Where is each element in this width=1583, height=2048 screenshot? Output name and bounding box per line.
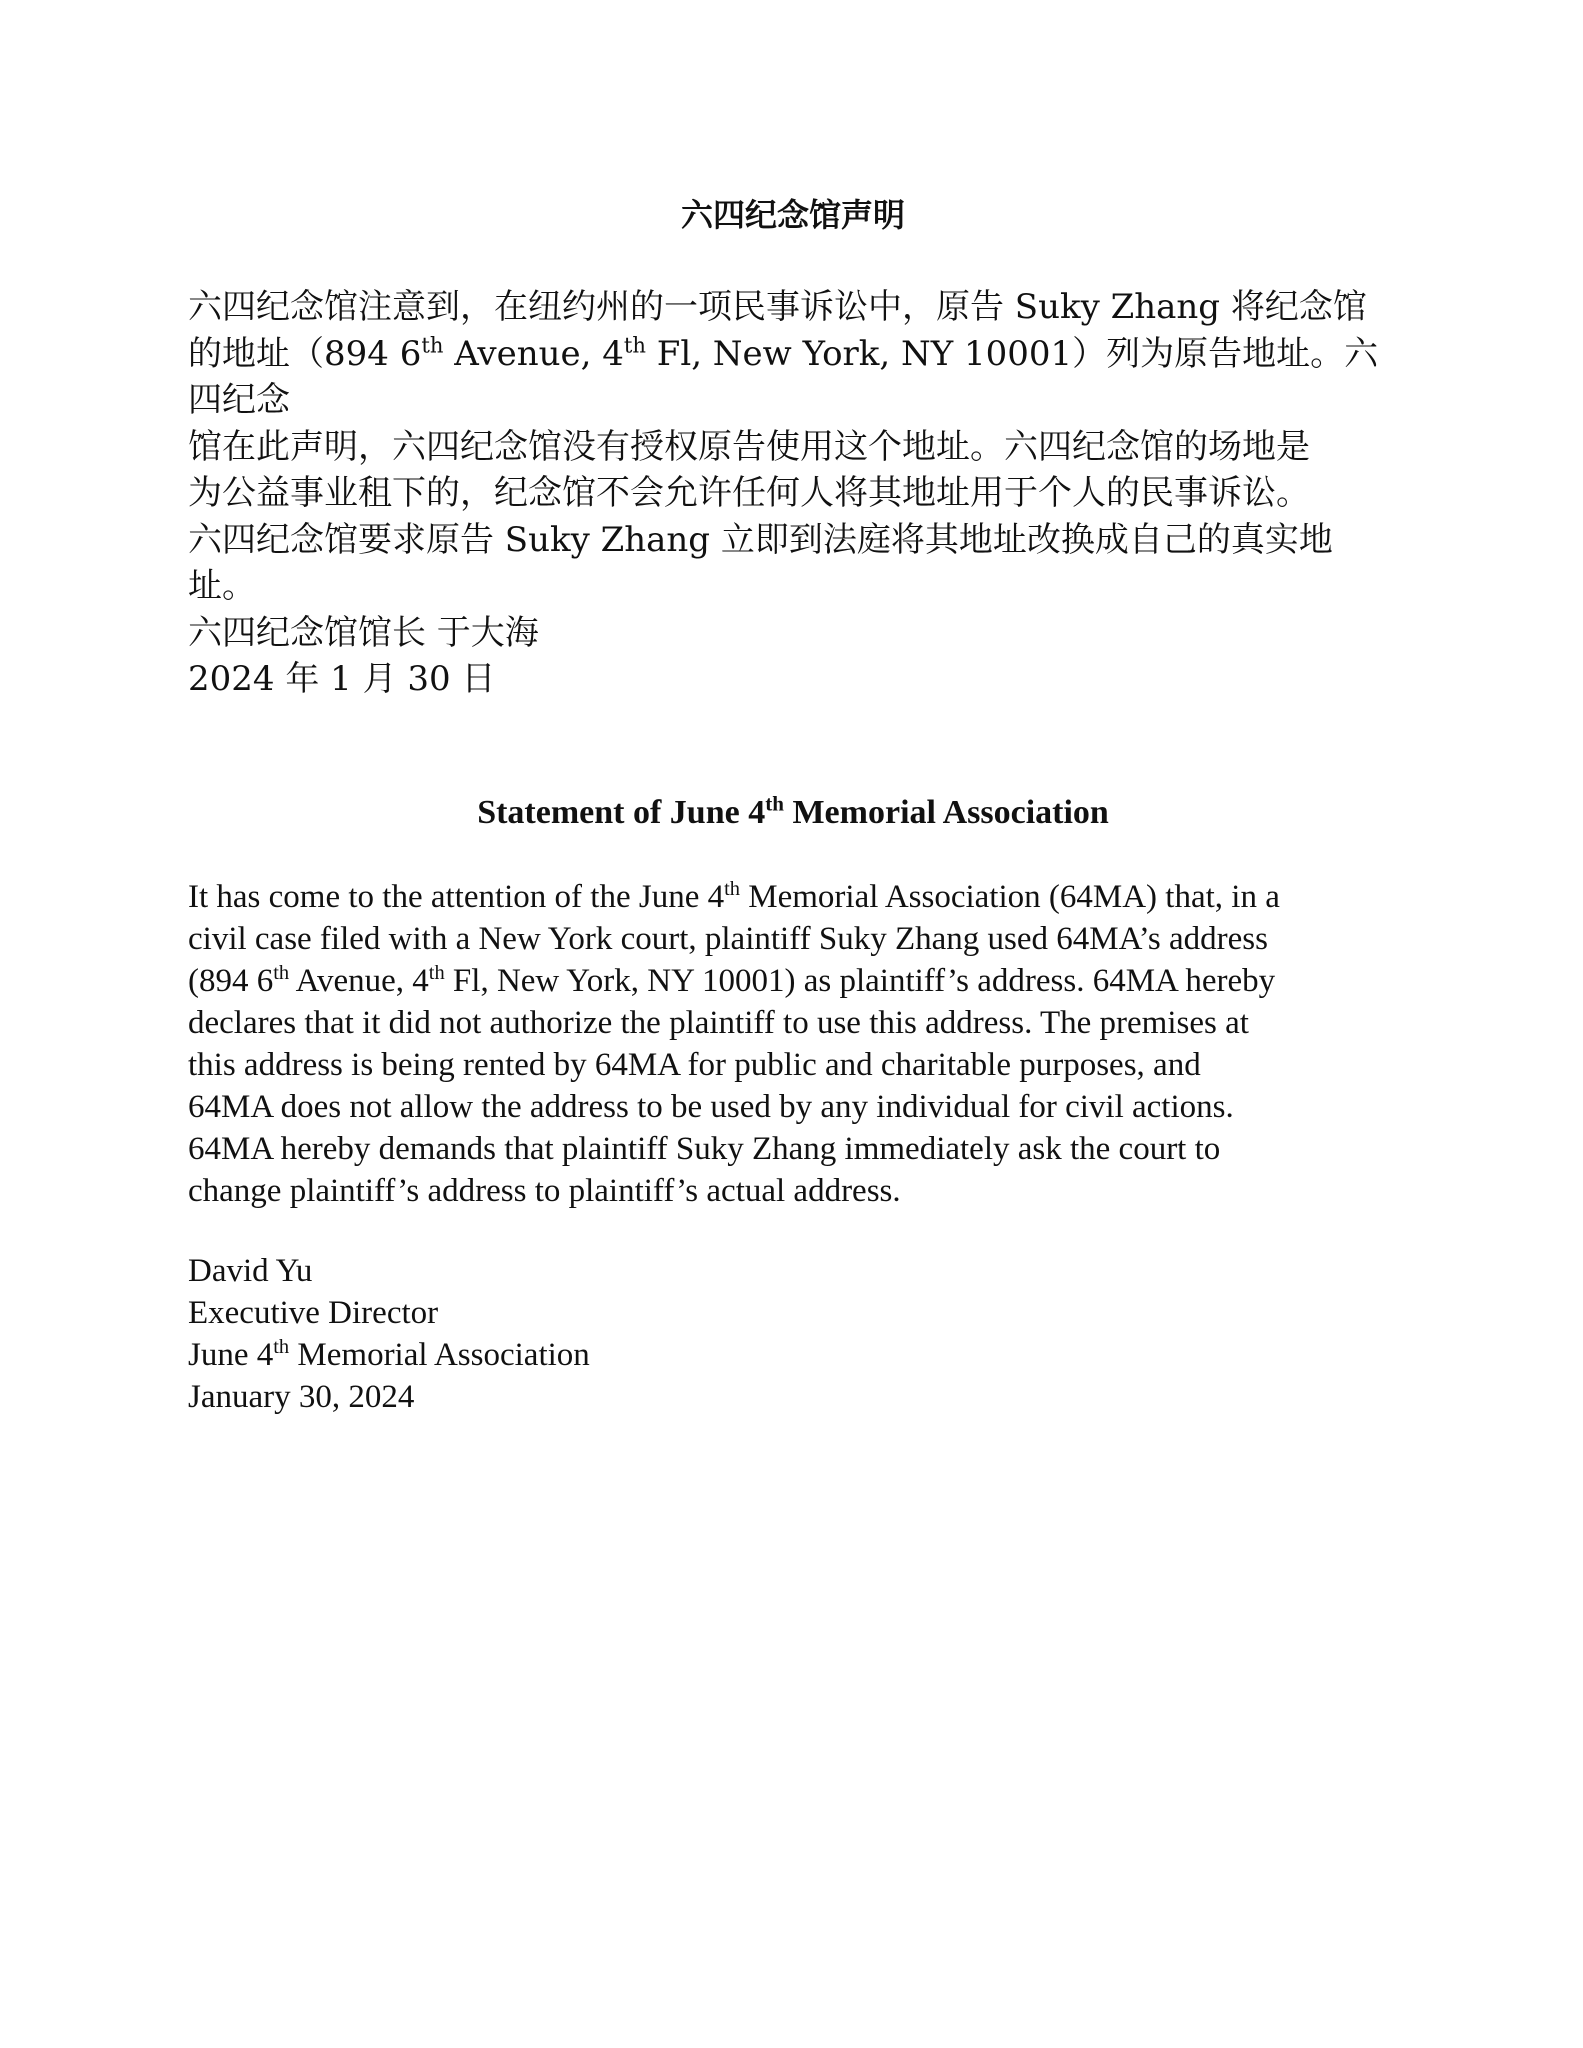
chinese-signature-block <box>188 610 1398 702</box>
text-line: 六四纪念馆注意到，在纽约州的一项民事诉讼中，原告 Suky Zhang 将纪念馆 <box>188 287 1367 327</box>
text-line: civil case filed with a New York court, plaintiff Suky Zhang used 64MA’s address <box>188 921 1268 957</box>
text-line: 的地址（894 6th Avenue, 4th Fl, New York, NY 10001）列为原告地址。六四纪念 <box>188 332 1379 420</box>
ordinal-suffix: th <box>273 962 290 984</box>
signer-name: David Yu <box>188 1253 313 1289</box>
ordinal-suffix: th <box>428 962 445 984</box>
text-line: 为公益事业租下的，纪念馆不会允许任何人将其地址用于个人的民事诉讼。 <box>188 473 1310 513</box>
chinese-signature: 六四纪念馆馆长 于大海 <box>188 613 539 653</box>
text-line: It has come to the attention of the June 4th Memorial Association (64MA) that, in a <box>188 878 1280 915</box>
text-line: declares that it did not authorize the plaintiff to use this address. The premises at <box>188 1005 1249 1041</box>
chinese-date: 2024 年 1 月 30 日 <box>188 659 496 699</box>
text-line: this address is being rented by 64MA for public and charitable purposes, and <box>188 1047 1201 1083</box>
ordinal-suffix: th <box>765 791 784 816</box>
ordinal-suffix: th <box>421 332 444 358</box>
chinese-title: 六四纪念馆声明 <box>680 196 905 234</box>
text-line: 64MA hereby demands that plaintiff Suky Zhang immediately ask the court to <box>188 1131 1221 1167</box>
text-line: (894 6th Avenue, 4th Fl, New York, NY 10001) as plaintiff’s address. 64MA hereby <box>188 962 1276 999</box>
signer-organization: June 4th Memorial Association <box>188 1336 590 1373</box>
text-line: 址。 <box>188 566 256 606</box>
signer-title: Executive Director <box>188 1295 439 1331</box>
text-line: 64MA does not allow the address to be used by any individual for civil actions. <box>188 1089 1234 1125</box>
text-line: 馆在此声明，六四纪念馆没有授权原告使用这个地址。六四纪念馆的场地是 <box>188 426 1310 467</box>
ordinal-suffix: th <box>623 332 646 358</box>
english-date: January 30, 2024 <box>188 1379 415 1415</box>
english-body <box>188 876 1398 1212</box>
ordinal-suffix: th <box>273 1336 290 1358</box>
chinese-body <box>188 284 1398 610</box>
english-signature-block <box>188 1250 1398 1418</box>
english-title: Statement of June 4th Memorial Association <box>477 791 1109 831</box>
text-line: change plaintiff’s address to plaintiff’s actual address. <box>188 1173 901 1209</box>
ordinal-suffix: th <box>724 878 741 900</box>
text-line: 六四纪念馆要求原告 Suky Zhang 立即到法庭将其地址改换成自己的真实地 <box>188 519 1333 560</box>
